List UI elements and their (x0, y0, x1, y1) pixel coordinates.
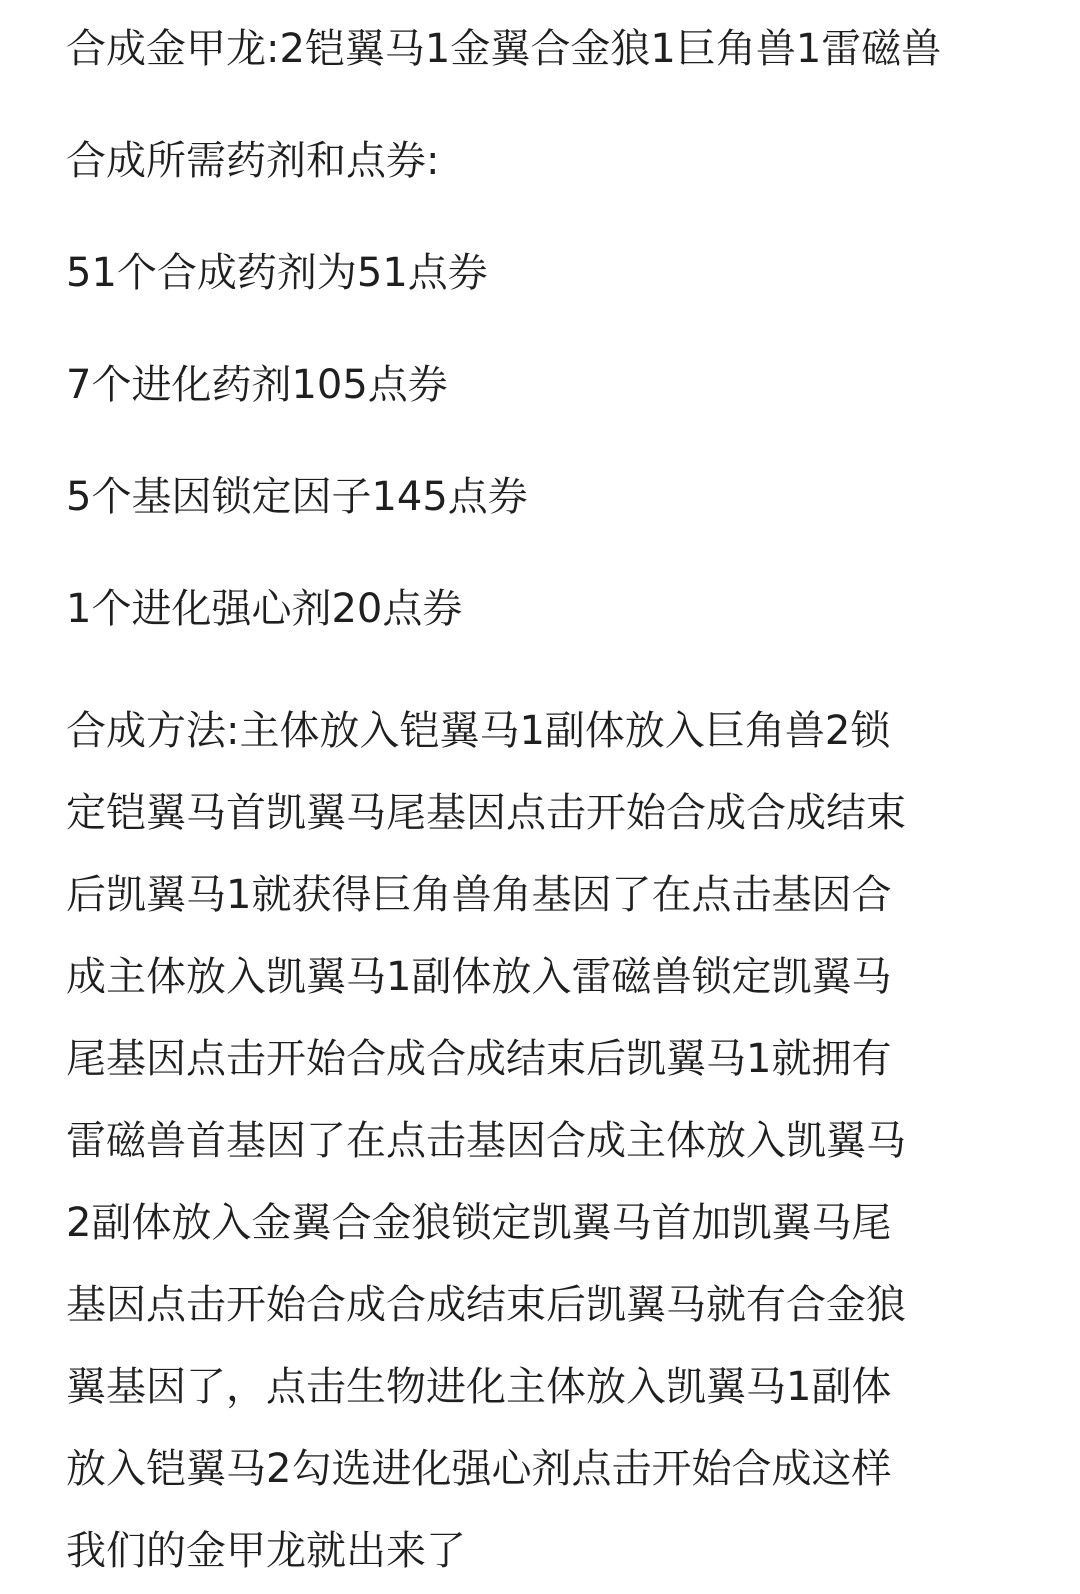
article-body (66, 18, 996, 1592)
method-line: 2副体放入金翼合金狼锁定凯翼马首加凯翼马尾 (66, 1200, 892, 1246)
method-line: 合成方法:主体放入铠翼马1副体放入巨角兽2锁 (66, 708, 891, 754)
method-line: 翼基因了，点击生物进化主体放入凯翼马1副体 (66, 1364, 892, 1410)
requirements-heading: 合成所需药剂和点券: (66, 138, 440, 184)
method-line: 雷磁兽首基因了在点击基因合成主体放入凯翼马 (66, 1118, 906, 1164)
requirement-item: 7个进化药剂105点券 (66, 362, 448, 408)
method-line: 我们的金甲龙就出来了 (66, 1528, 466, 1574)
requirement-item: 5个基因锁定因子145点券 (66, 474, 528, 520)
synthesis-method-paragraph (66, 690, 996, 1592)
method-line: 放入铠翼马2勾选进化强心剂点击开始合成这样 (66, 1446, 892, 1492)
method-line: 定铠翼马首凯翼马尾基因点击开始合成合成结束 (66, 790, 906, 836)
method-line: 后凯翼马1就获得巨角兽角基因了在点击基因合 (66, 872, 892, 918)
method-line: 尾基因点击开始合成合成结束后凯翼马1就拥有 (66, 1036, 892, 1082)
method-line: 成主体放入凯翼马1副体放入雷磁兽锁定凯翼马 (66, 954, 892, 1000)
requirement-item: 51个合成药剂为51点券 (66, 250, 488, 296)
synthesis-formula: 合成金甲龙:2铠翼马1金翼合金狼1巨角兽1雷磁兽 (66, 26, 942, 72)
requirement-item: 1个进化强心剂20点券 (66, 586, 463, 632)
method-line: 基因点击开始合成合成结束后凯翼马就有合金狼 (66, 1282, 906, 1328)
